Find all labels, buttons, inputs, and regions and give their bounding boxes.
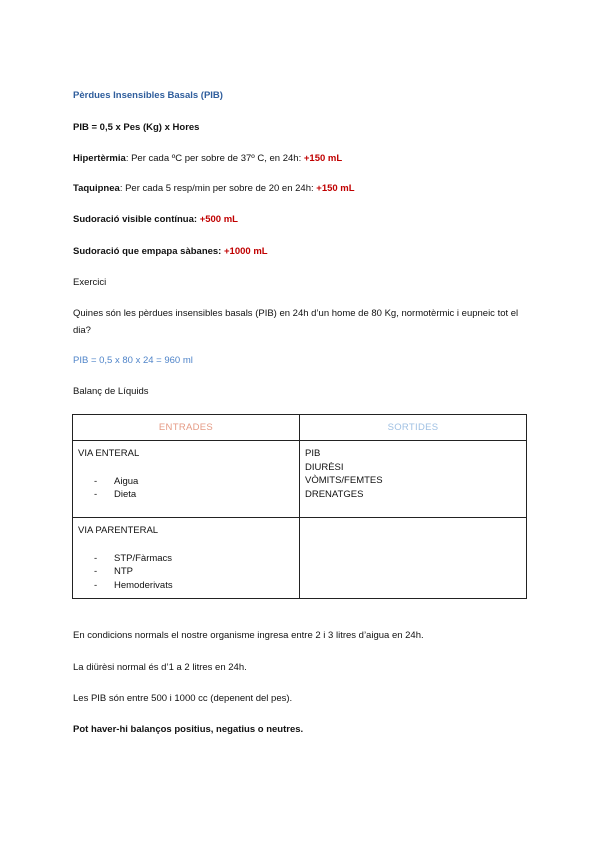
list-dash: - bbox=[94, 489, 98, 500]
header-sortides: SORTIDES bbox=[300, 415, 527, 441]
sudoracio-visible-label: Sudoració visible contínua: bbox=[73, 214, 200, 225]
item-hemoderivats: Hemoderivats bbox=[114, 579, 173, 591]
balance-title: Balanç de Líquids bbox=[73, 386, 149, 397]
page-title: Pèrdues Insensibles Basals (PIB) bbox=[73, 90, 223, 101]
sudoracio-visible-line bbox=[73, 213, 238, 226]
item-aigua: Aigua bbox=[114, 475, 139, 487]
fluid-balance-table bbox=[72, 414, 527, 599]
hipertermia-line bbox=[73, 152, 342, 165]
pib-formula: PIB = 0,5 x Pes (Kg) x Hores bbox=[73, 122, 200, 133]
item-diuresi: DIURÈSI bbox=[305, 461, 344, 473]
list-item bbox=[78, 475, 294, 489]
item-vomits-femtes: VÒMITS/FEMTES bbox=[305, 475, 383, 486]
cell-empty bbox=[300, 518, 527, 599]
via-enteral-title: VIA ENTERAL bbox=[78, 448, 140, 459]
hipertermia-label: Hipertèrmia bbox=[73, 153, 126, 164]
via-parenteral-title: VIA PARENTERAL bbox=[78, 525, 159, 536]
exercise-question: Quines són les pèrdues insensibles basals (PIB) en 24h d’un home de 80 Kg, normotèrmic i eupneic tot el dia? bbox=[73, 308, 519, 336]
note-balancos: Pot haver-hi balanços positius, negatius o neutres. bbox=[73, 724, 304, 735]
sudoracio-sabanes-line bbox=[73, 245, 268, 258]
sudoracio-sabanes-label: Sudoració que empapa sàbanes: bbox=[73, 246, 224, 257]
note-diuresi: La diürèsi normal és d’1 a 2 litres en 24h. bbox=[73, 662, 247, 673]
header-entrades: ENTRADES bbox=[73, 415, 300, 441]
list-item bbox=[78, 565, 294, 579]
list-dash: - bbox=[94, 566, 98, 577]
exercici-heading: Exercici bbox=[73, 277, 107, 288]
cell-via-parenteral bbox=[73, 518, 300, 599]
taquipnea-label: Taquipnea bbox=[73, 183, 120, 194]
list-item bbox=[78, 488, 294, 502]
list-item bbox=[78, 579, 294, 593]
item-stp-farmacs: STP/Fàrmacs bbox=[114, 552, 173, 564]
hipertermia-text: : Per cada ºC per sobre de 37º C, en 24h: bbox=[125, 153, 304, 164]
hipertermia-value: +150 mL bbox=[303, 153, 343, 164]
cell-via-enteral bbox=[73, 441, 300, 518]
exercise-answer: PIB = 0,5 x 80 x 24 = 960 ml bbox=[73, 355, 193, 366]
sudoracio-visible-value: +500 mL bbox=[199, 214, 238, 225]
list-item bbox=[78, 552, 294, 566]
cell-sortides bbox=[300, 441, 527, 518]
sudoracio-sabanes-value: +1000 mL bbox=[224, 246, 268, 257]
note-ingesta: En condicions normals el nostre organisme ingresa entre 2 i 3 litres d’aigua en 24h. bbox=[73, 630, 424, 641]
note-pib-range: Les PIB són entre 500 i 1000 cc (depenent del pes). bbox=[73, 693, 293, 704]
item-drenatges: DRENATGES bbox=[305, 488, 364, 500]
taquipnea-line bbox=[73, 182, 355, 195]
list-dash: - bbox=[94, 552, 98, 564]
item-dieta: Dieta bbox=[114, 489, 137, 500]
list-dash: - bbox=[94, 475, 98, 487]
item-ntp: NTP bbox=[114, 566, 133, 577]
item-pib: PIB bbox=[305, 448, 321, 459]
taquipnea-text: : Per cada 5 resp/min per sobre de 20 en 24h: bbox=[119, 183, 317, 194]
taquipnea-value: +150 mL bbox=[316, 183, 355, 194]
list-dash: - bbox=[94, 579, 98, 591]
